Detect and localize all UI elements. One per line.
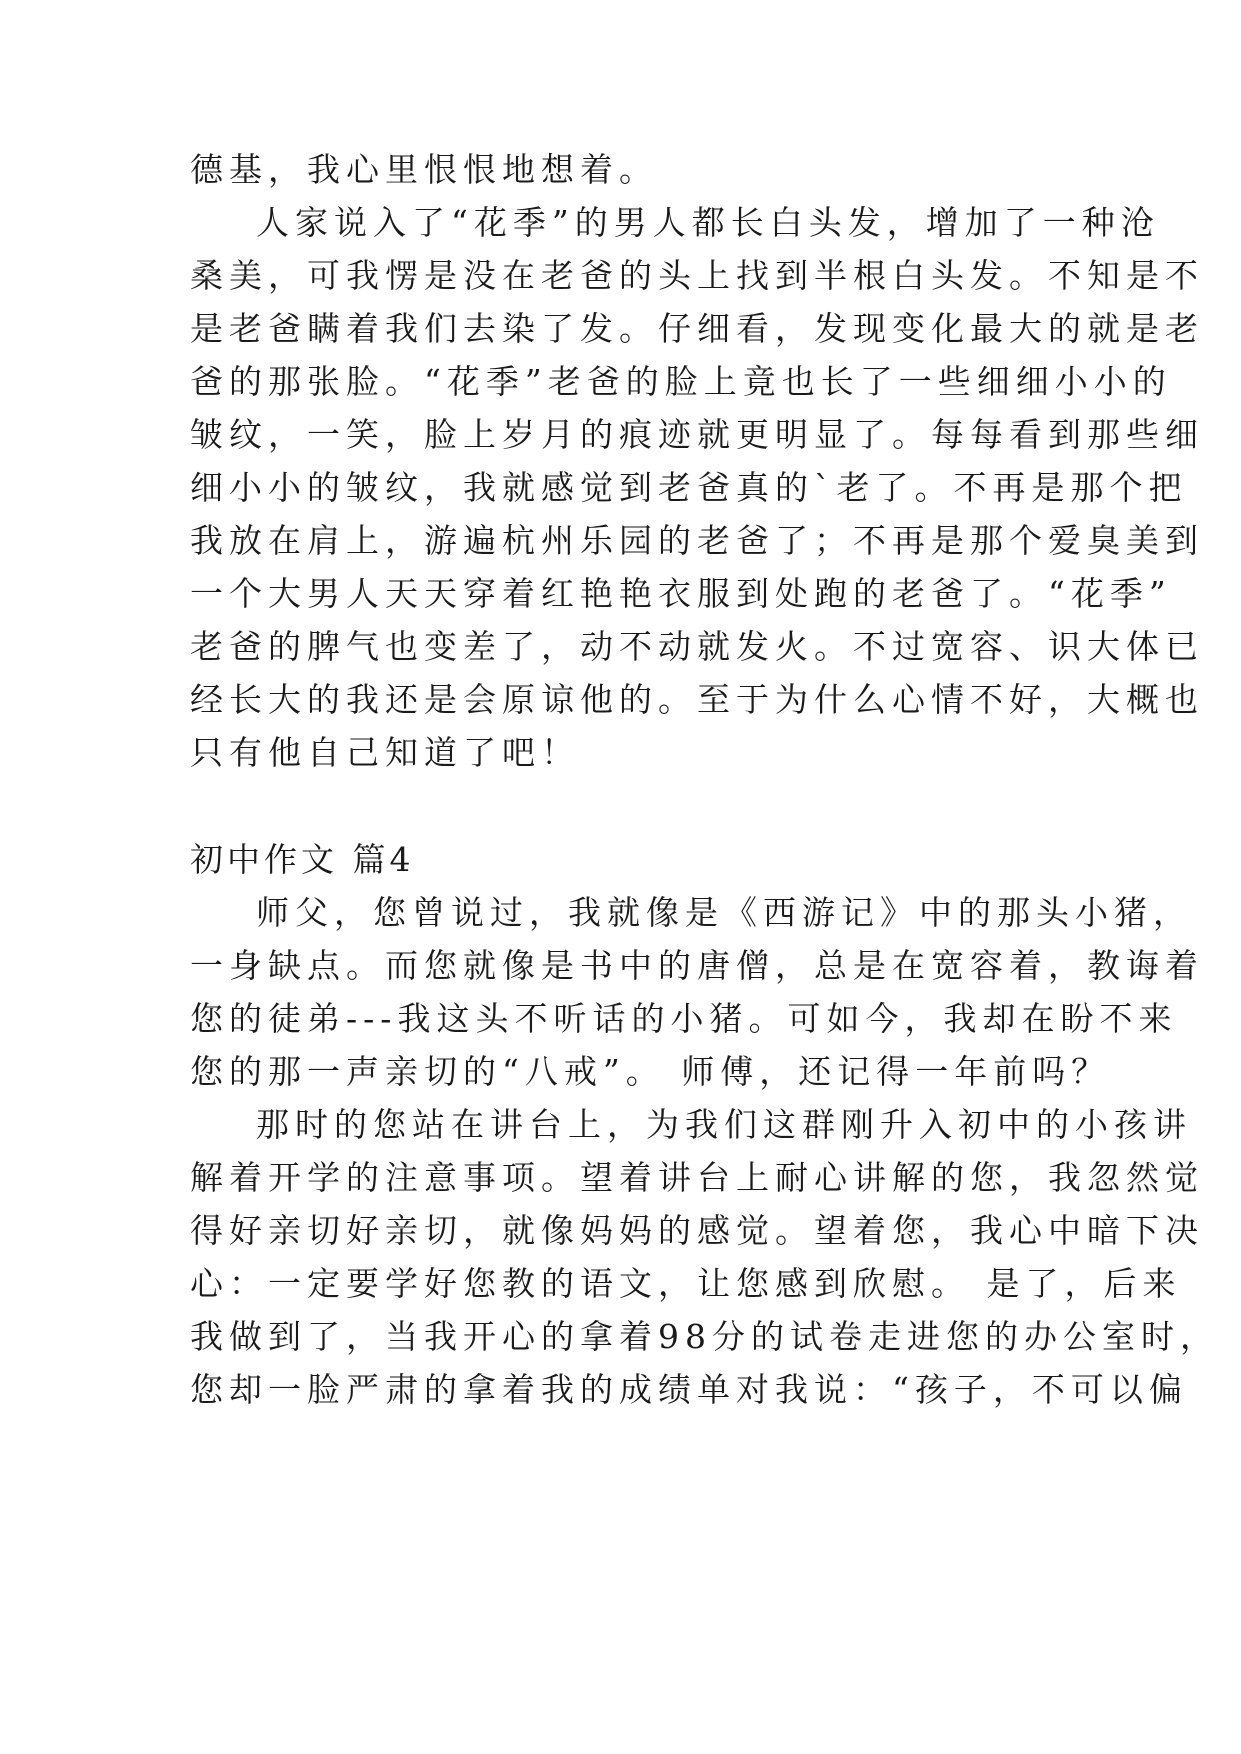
text-line: 那时的您站在讲台上，为我们这群刚升入初中的小孩讲 — [256, 1105, 1192, 1144]
text-line: 我做到了，当我开心的拿着98分的试卷走进您的办公室时， — [190, 1317, 1219, 1356]
text-line: 得好亲切好亲切，就像妈妈的感觉。望着您，我心中暗下决 — [190, 1211, 1204, 1250]
text-line: 皱纹，一笑，脸上岁月的痕迹就更明显了。每每看到那些细 — [190, 415, 1204, 454]
text-line: 爸的那张脸。“花季”老爸的脸上竟也长了一些细细小小的 — [190, 362, 1172, 401]
text-line: 解着开学的注意事项。望着讲台上耐心讲解的您，我忽然觉 — [190, 1158, 1204, 1197]
text-line: 人家说入了“花季”的男人都长白头发，增加了一种沧 — [256, 203, 1160, 242]
text-line: 桑美，可我愣是没在老爸的头上找到半根白头发。不知是不 — [190, 256, 1204, 295]
text-line: 我放在肩上，游遍杭州乐园的老爸了；不再是那个爱臭美到 — [190, 521, 1204, 560]
text-line: 一身缺点。而您就像是书中的唐僧，总是在宽容着，教诲着 — [190, 946, 1204, 985]
text-line: 心：一定要学好您教的语文，让您感到欣慰。 是了，后来 — [190, 1264, 1182, 1303]
text-line: 是老爸瞒着我们去染了发。仔细看，发现变化最大的就是老 — [190, 309, 1204, 348]
text-line: 德基，我心里恨恨地想着。 — [190, 150, 658, 189]
text-line: 老爸的脾气也变差了，动不动就发火。不过宽容、识大体已 — [190, 627, 1204, 666]
text-line: 您却一脸严肃的拿着我的成绩单对我说：“孩子，不可以偏 — [190, 1370, 1188, 1409]
text-line: 一个大男人天天穿着红艳艳衣服到处跑的老爸了。“花季” — [190, 574, 1172, 613]
section-heading: 初中作文 篇4 — [190, 840, 415, 879]
text-line: 细小小的皱纹，我就感觉到老爸真的`老了。不再是那个把 — [190, 468, 1188, 507]
text-line: 经长大的我还是会原谅他的。至于为什么心情不好，大概也 — [190, 680, 1204, 719]
text-line: 只有他自己知道了吧！ — [190, 733, 580, 772]
text-line: 您的徒弟---我这头不听话的小猪。可如今，我却在盼不来 — [190, 999, 1178, 1038]
text-line: 您的那一声亲切的“八戒”。 师傅，还记得一年前吗？ — [190, 1052, 1111, 1091]
text-line: 师父，您曾说过，我就像是《西游记》中的那头小猪， — [256, 893, 1192, 932]
